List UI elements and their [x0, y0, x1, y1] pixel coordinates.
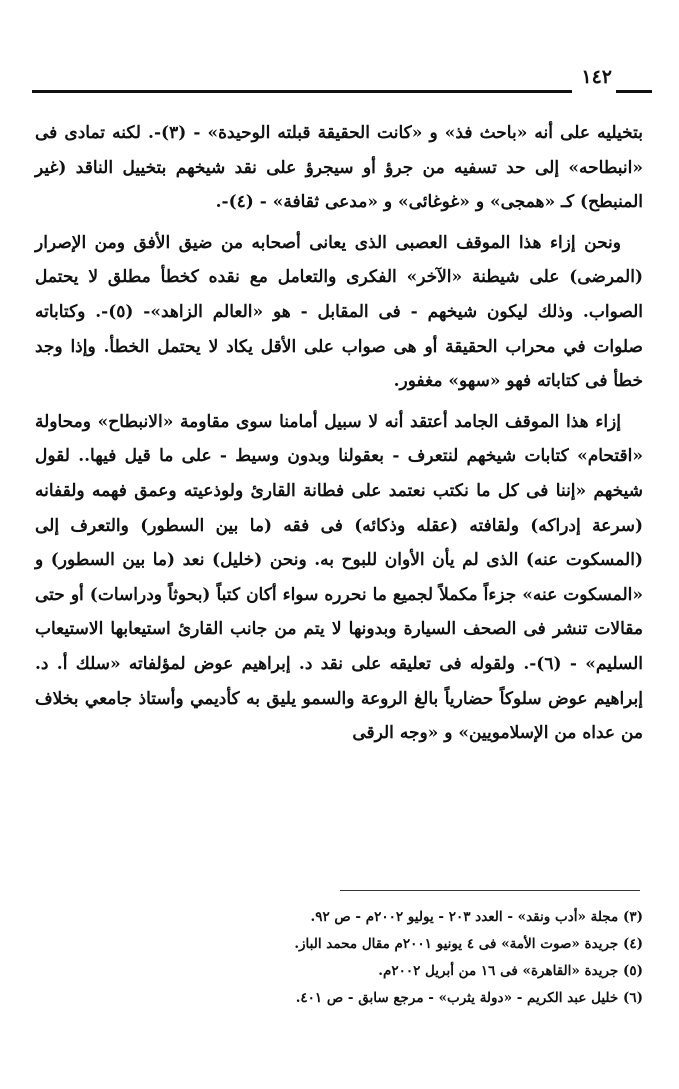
footnotes: [35, 904, 643, 1012]
footnote-separator: [340, 890, 640, 891]
footnote-4: (٤) جريدة «صوت الأمة» فى ٤ يونيو ٢٠٠١م مقال محمد الباز.: [294, 936, 643, 952]
footnote-3: (٣) مجلة «أدب ونقد» - العدد ٢٠٣ - يوليو ٢٠٠٢م - ص ٩٢.: [310, 909, 643, 925]
body-text: [35, 116, 643, 757]
header-rule: [32, 90, 572, 93]
page-number: ١٤٢: [581, 66, 612, 88]
paragraph-2: ونحن إزاء هذا الموقف العصبى الذى يعانى أصحابه من ضيق الأفق ومن الإصرار (المرضى) على شيطنة «الآخر» الفكرى والتعامل مع نقده كخطأ مطلق لا يحتمل الصواب. وذلك ليكون شيخهم - فى المقابل - هو «العالم الزاهد»- (٥)-. وكتاباته صلوات في محراب الحقيقة أو هى صواب على الأقل يكاد لا يحتمل الخطأ. وإذا وجد خطأ فى كتاباته فهو «سهو» مغفور.: [35, 232, 643, 392]
header-rule-short: [616, 90, 652, 93]
footnote-6: (٦) خليل عبد الكريم - «دولة يثرب» - مرجع سابق - ص ٤٠١.: [295, 990, 643, 1006]
footnote-5: (٥) جريدة «القاهرة» فى ١٦ من أبريل ٢٠٠٢م.: [378, 963, 643, 979]
paragraph-1: بتخيليه على أنه «باحث فذ» و «كانت الحقيقة قبلته الوحيدة» - (٣)-. لكنه تمادى فى «انبطاحه» إلى حد تسفيه من جرؤ أو سيجرؤ على نقد شيخهم بتخييل الناقد (غير المنبطح) كـ «همجى» و «غوغائى» و «مدعى ثقافة» - (٤)-.: [35, 123, 643, 213]
paragraph-3: إزاء هذا الموقف الجامد أعتقد أنه لا سبيل أمامنا سوى مقاومة «الانبطاح» ومحاولة «اقتحام» كتابات شيخهم لنتعرف - بعقولنا وبدون وسيط - على ما قيل فيها.. لقول شيخهم «إننا فى كل ما نكتب نعتمد على فطانة القارئ ولوذعيته وعمق فهمه ولقفانه (سرعة إدراكه) ولقافته (عقله وذكائه) فى فقه (ما بين السطور) والتعرف إلى (المسكوت عنه) الذى لم يأن الأوان للبوح به. ونحن (خليل) نعد (ما بين السطور) و «المسكوت عنه» جزءاً مكملاً لجميع ما نحرره سواء أكان كتباً (بحوثاً ودراسات) أو حتى مقالات تنشر فى الصحف السيارة وبدونها لا يتم من جانب القارئ استيعابها الاستيعاب السليم» - (٦)-. ولقوله فى تعليقه على نقد د. إبراهيم عوض لمؤلفاته «سلك أ. د. إبراهيم عوض سلوكاً حضارياً بالغ الروعة والسمو يليق به كأديمي وأستاذ جامعي بخلاف من عداه من الإسلامويين» و «وجه الرقى: [35, 411, 644, 744]
page-header: [32, 64, 652, 98]
